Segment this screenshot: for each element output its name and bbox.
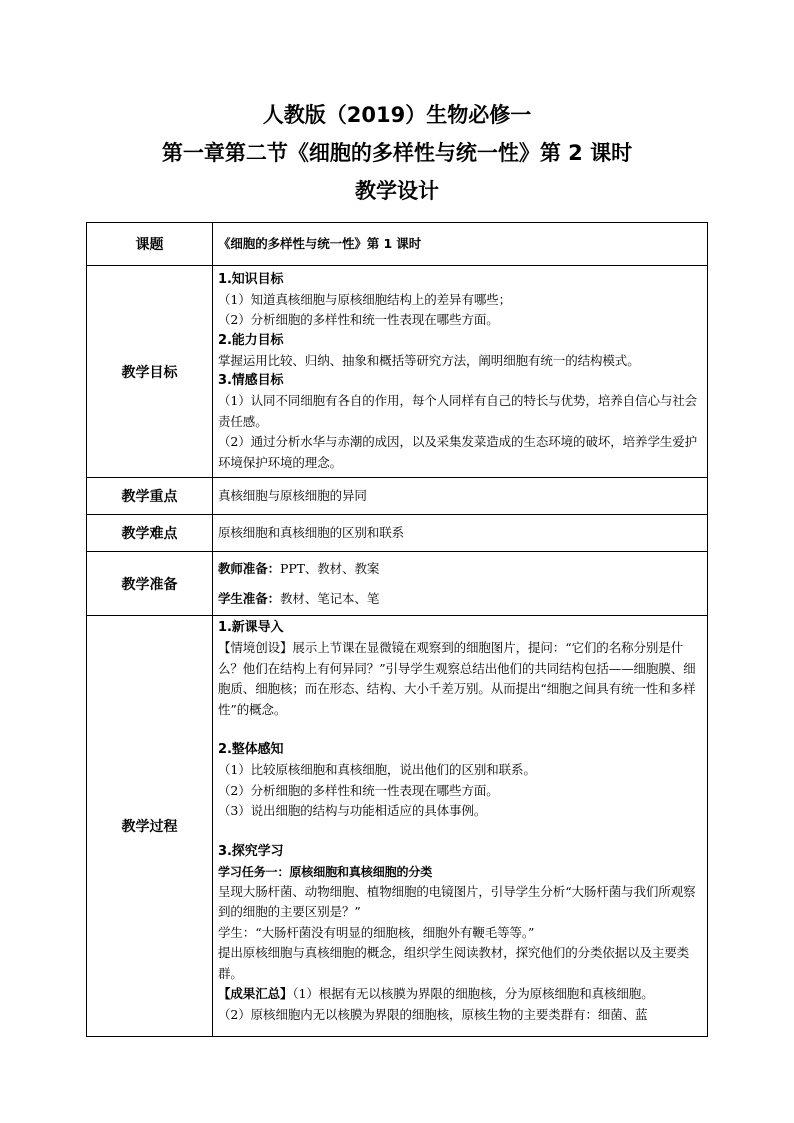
task-heading: 学习任务一：原核细胞和真核细胞的分类: [218, 864, 433, 879]
student-prep-value: 教材、笔记本、笔: [280, 590, 380, 606]
ability-heading: 2.能力目标: [218, 332, 284, 348]
summary-label: 【成果汇总】: [218, 986, 293, 1001]
spacer: [218, 822, 703, 842]
title-line-3: 教学设计: [355, 179, 439, 203]
difficulties-value: 原核细胞和真核细胞的区别和联系: [213, 515, 708, 552]
student-answer: 学生：“大肠杆菌没有明显的细胞核，细胞外有鞭毛等等。”: [218, 924, 535, 940]
lesson-plan-table: [86, 222, 708, 1037]
knowledge-heading: 1.知识目标: [218, 271, 284, 287]
objectives-label: 教学目标: [87, 266, 213, 478]
intro-heading: 1.新课导入: [218, 620, 284, 635]
key-points-label: 教学重点: [87, 478, 213, 515]
emotion-item-2: （2）通过分析水华与赤潮的成因，以及采集发菜造成的生态环境的破坏，培养学生爱护环境保护环境的理念。: [218, 434, 698, 470]
concept-text: 提出原核细胞与真核细胞的概念，组织学生阅读教材，探究他们的分类依据以及主要类群。: [218, 945, 690, 981]
row-preparation: [87, 552, 708, 616]
preparation-label: 教学准备: [87, 552, 213, 616]
process-label: 教学过程: [87, 616, 213, 1037]
objectives-cell: [213, 266, 708, 478]
knowledge-item-1: （1）知道真核细胞与原核细胞结构上的差异有哪些；: [218, 291, 512, 307]
knowledge-item-2: （2）分析细胞的多样性和统一性表现在哪些方面。: [218, 312, 499, 328]
summary-item-1: （1）根据有无以核膜为界限的细胞核，分为原核细胞和真核细胞。: [292, 986, 654, 1001]
explore-heading: 3.探究学习: [218, 843, 284, 859]
title-line-2: 第一章第二节《细胞的多样性与统一性》第 2 课时: [161, 141, 633, 165]
teacher-prep: [218, 554, 703, 584]
student-prep-label: 学生准备：: [218, 590, 281, 606]
row-key-points: [87, 478, 708, 515]
summary-item-2: （2）原核细胞内无以核膜为界限的细胞核，原核生物的主要类群有：细菌、蓝: [218, 1006, 648, 1022]
preparation-cell: [213, 552, 708, 616]
topic-value: 《细胞的多样性与统一性》第 1 课时: [218, 235, 422, 251]
overall-item-3: （3）说出细胞的结构与功能相适应的具体事例。: [218, 803, 487, 818]
row-difficulties: [87, 515, 708, 552]
document-title-block: [0, 96, 794, 210]
overall-item-1: （1）比较原核细胞和真核细胞，说出他们的区别和联系。: [218, 762, 536, 777]
row-process: [87, 616, 708, 1037]
intro-text: 【情境创设】展示上节课在显微镜在观察到的细胞图片，提问：“它们的名称分别是什么？他们在结构上有何异同？”引导学生观察总结出他们的共同结构包括——细胞膜、细胞质、细胞核；而在形态、结构、大小千差万别。从而提出“细胞之间具有统一性和多样性”的概念。: [218, 640, 696, 717]
student-prep: [218, 584, 703, 614]
process-cell: [213, 616, 708, 1037]
summary-line-1: [218, 984, 703, 1005]
row-topic: [87, 223, 708, 266]
emotion-heading: 3.情感目标: [218, 373, 284, 389]
row-objectives: [87, 266, 708, 478]
topic-label: 课题: [87, 223, 213, 266]
task-text: 呈现大肠杆菌、动物细胞、植物细胞的电镜图片，引导学生分析“大肠杆菌与我们所观察到的细胞的主要区别是？”: [218, 883, 696, 919]
overall-heading: 2.整体感知: [218, 742, 284, 757]
overall-item-2: （2）分析细胞的多样性和统一性表现在哪些方面。: [218, 782, 499, 798]
teacher-prep-label: 教师准备：: [218, 560, 281, 576]
difficulties-label: 教学难点: [87, 515, 213, 552]
ability-item-1: 掌握运用比较、归纳、抽象和概括等研究方法，阐明细胞有统一的结构模式。: [218, 352, 640, 368]
teacher-prep-value: PPT、教材、教案: [280, 560, 380, 576]
topic-value-cell: [213, 223, 708, 266]
spacer: [218, 720, 703, 740]
title-line-1: 人教版（2019）生物必修一: [262, 103, 532, 127]
key-points-value: 真核细胞与原核细胞的异同: [213, 478, 708, 515]
emotion-item-1: （1）认同不同细胞有各自的作用，每个人同样有自己的特长与优势，培养自信心与社会责任感。: [218, 393, 698, 429]
